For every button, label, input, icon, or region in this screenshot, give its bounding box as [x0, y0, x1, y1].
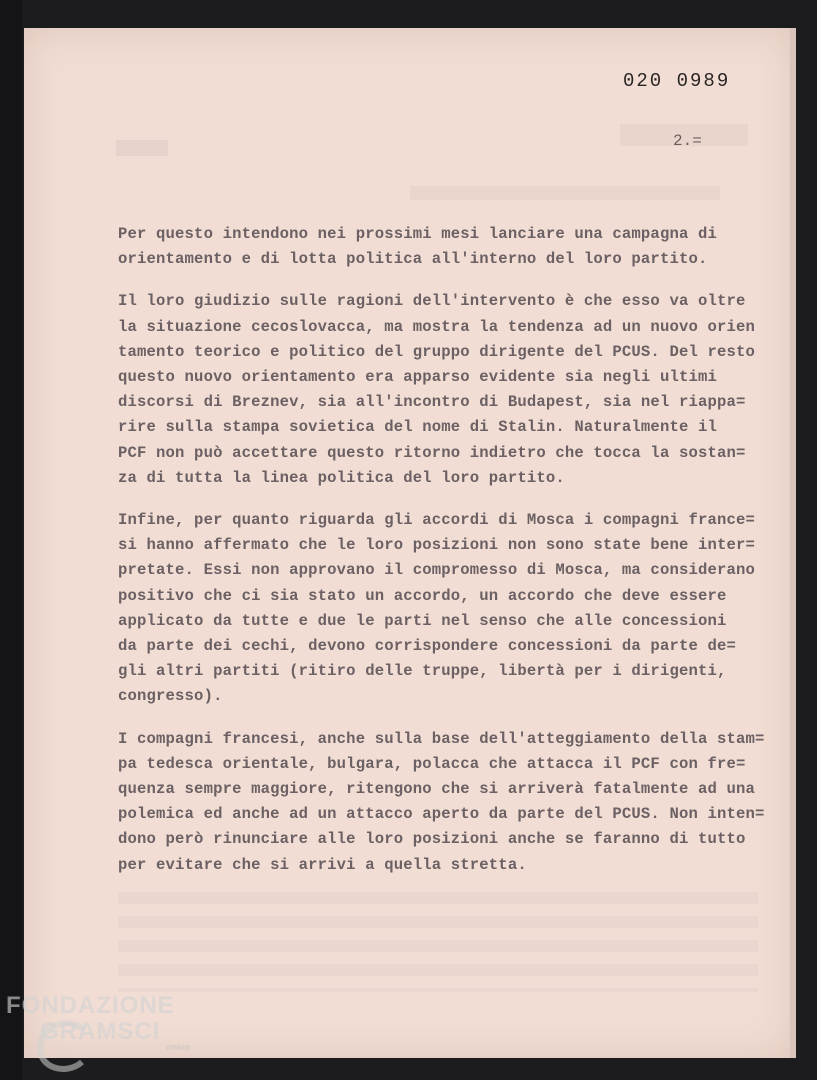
scanner-edge — [0, 0, 22, 1080]
text-line: polemica ed anche ad un attacco aperto da parte del PCUS. Non inten= — [118, 805, 765, 824]
bleed-through-mark — [116, 140, 168, 156]
text-line: discorsi di Breznev, sia all'incontro di Budapest, sia nel riappa= — [118, 393, 746, 412]
text-line: PCF non può accettare questo ritorno indietro che tocca la sostan= — [118, 443, 746, 462]
text-line: applicato da tutte e due le parti nel senso che alle concessioni — [118, 611, 727, 630]
text-line: pa tedesca orientale, bulgara, polacca che attacca il PCF con fre= — [118, 754, 746, 773]
watermark-line-2: GRAMSCI — [40, 1018, 161, 1045]
paragraph — [118, 222, 778, 272]
document-body — [118, 222, 778, 895]
text-line: positivo che ci sia stato un accordo, un accordo che deve essere — [118, 586, 727, 605]
archive-number: 020 0989 — [623, 70, 731, 92]
page-number: 2.= — [673, 132, 702, 150]
text-line: Infine, per quanto riguarda gli accordi di Mosca i compagni france= — [118, 511, 756, 530]
text-line: orientamento e di lotta politica all'interno del loro partito. — [118, 250, 708, 269]
text-line: si hanno affermato che le loro posizioni non sono state bene inter= — [118, 536, 756, 555]
text-line: Per questo intendono nei prossimi mesi lanciare una campagna di — [118, 225, 717, 243]
paragraph — [118, 289, 778, 491]
paragraph — [118, 727, 778, 878]
text-line: da parte dei cechi, devono corrispondere concessioni da parte de= — [118, 637, 737, 656]
bleed-through-mark — [118, 892, 758, 992]
text-line: questo nuovo orientamento era apparso evidente sia negli ultimi — [118, 368, 717, 387]
text-line: per evitare che si arrivi a quella stretta. — [118, 855, 527, 874]
gramsci-swoosh-icon — [32, 1016, 94, 1078]
text-line: pretate. Essi non approvano il compromesso di Mosca, ma considerano — [118, 561, 756, 580]
text-line: tamento teorico e politico del gruppo dirigente del PCUS. Del resto — [118, 342, 756, 361]
text-line: la situazione cecoslovacca, ma mostra la tendenza ad un nuovo orien — [118, 317, 756, 336]
text-line: rire sulla stampa sovietica del nome di Stalin. Naturalmente il — [118, 418, 717, 437]
text-line: za di tutta la linea politica del loro partito. — [118, 468, 565, 487]
watermark-logo — [6, 992, 190, 1052]
text-line: Il loro giudizio sulle ragioni dell'intervento è che esso va oltre — [118, 292, 746, 311]
text-line: gli altri partiti (ritiro delle truppe, libertà per i dirigenti, — [118, 662, 727, 681]
page-edge — [790, 28, 796, 1058]
watermark-line-3: onlus — [166, 1042, 190, 1052]
text-line: congresso). — [118, 687, 223, 706]
text-line: I compagni francesi, anche sulla base dell'atteggiamento della stam= — [118, 729, 765, 748]
text-line: dono però rinunciare alle loro posizioni anche se faranno di tutto — [118, 830, 746, 849]
paragraph — [118, 508, 778, 710]
bleed-through-mark — [410, 186, 720, 200]
watermark-line-1: FONDAZIONE — [6, 992, 175, 1019]
text-line: quenza sempre maggiore, ritengono che si arriverà fatalmente ad una — [118, 780, 756, 799]
